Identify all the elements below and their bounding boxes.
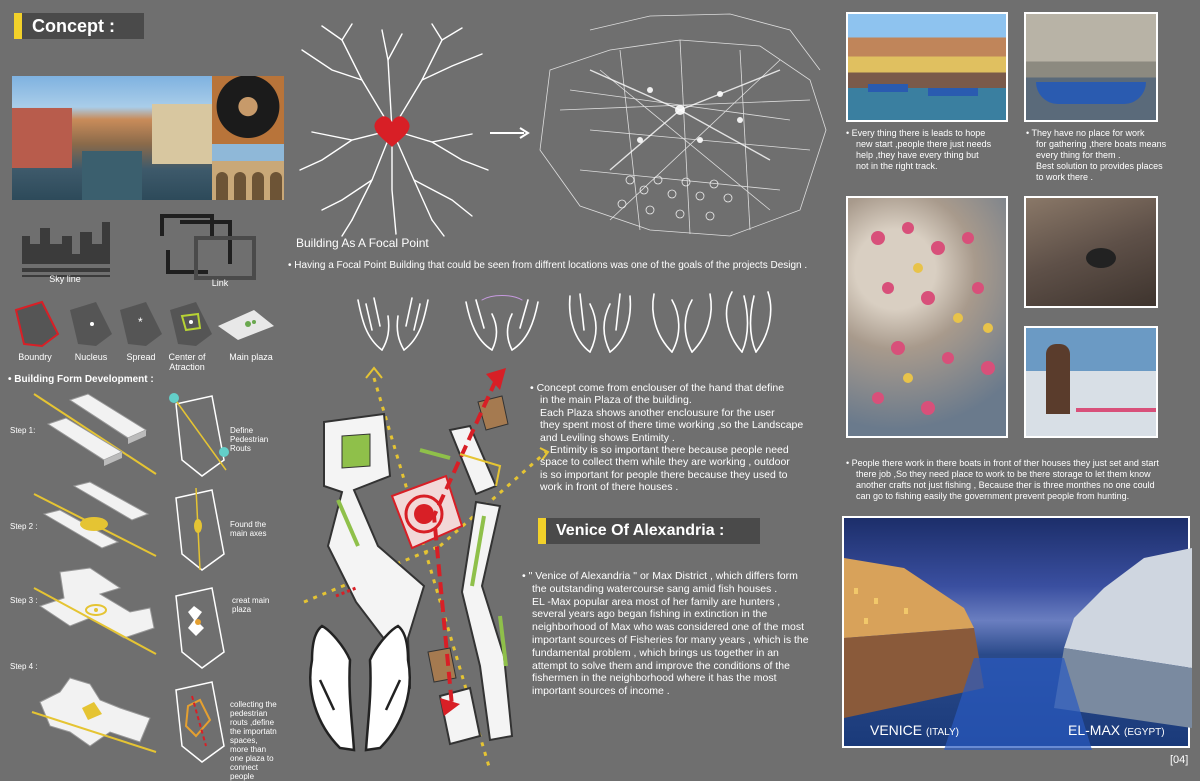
caption-2-line-2: for gathering ,there boats means [1036, 139, 1167, 149]
hand-concept-line-5: and Leviling shows Entimity . [540, 431, 675, 444]
page-number: [04] [1170, 754, 1189, 766]
spread-shape [116, 300, 166, 350]
step-1-diagram [166, 390, 230, 480]
link-icon [160, 214, 260, 284]
bullet-dot: • [846, 458, 852, 468]
caption-1-line-1: • Every thing there is leads to hope [846, 128, 986, 138]
venice-label [870, 722, 959, 738]
step-2-diagram [166, 484, 230, 574]
elmax-country: (EGYPT) [1124, 727, 1165, 738]
venice-line-3: EL -Max popular area most of her family are hunters , [532, 595, 781, 608]
hand-concept-text [530, 382, 840, 494]
concept-heading-text: Concept : [32, 15, 115, 36]
bullet-dot: • [522, 570, 529, 582]
caption-2 [1026, 128, 1196, 183]
caption-1-line-2: new start ,people there just needs [856, 139, 992, 149]
step-4-label: Step 4 : [10, 662, 38, 671]
hands-open-icon [358, 298, 428, 350]
caption-2-line-5: to work there . [1036, 172, 1094, 182]
focal-title: Building As A Focal Point [296, 236, 429, 250]
hand-concept-line-4: they spent most of there time working ,so the Landscape [540, 419, 804, 432]
hand-concept-line-8: is so important for people there because they used to [540, 468, 788, 481]
venice-elmax-photo [842, 516, 1190, 748]
hand-concept-line-7: space to collect them while they are working , outdoor [540, 456, 790, 469]
venice-label-text: VENICE [870, 722, 923, 738]
arrow-right-icon [490, 126, 530, 140]
step-3-massing [30, 568, 160, 658]
step-2-note: Found the main axes [230, 520, 267, 538]
veiled-woman-photo [212, 76, 284, 144]
shape-label-main-plaza: Main plaza [229, 352, 273, 362]
caption-1-line-4: not in the right track. [856, 161, 938, 171]
venice-line-9: fishermen in the neighborhood where it has the most [532, 672, 777, 685]
hand-concept-line-2: in the main Plaza of the building. [540, 394, 692, 407]
venice-line-10: important sources of income . [532, 685, 670, 698]
venice-line-8: attempt to solve them and improve the conditions of the [532, 659, 790, 672]
caption-2-line-4: Best solution to provides places [1036, 161, 1163, 171]
arches-photo [212, 144, 284, 200]
site-map-drawing [530, 10, 830, 242]
accent-bar [14, 13, 22, 39]
step-4-note: collecting the pedestrian routs ,define the importatn spaces, more than one plaza to connect people [230, 700, 277, 781]
shape-label-center: Center of Atraction [168, 352, 206, 372]
form-dev-title [8, 374, 154, 385]
center-of-atraction-shape [166, 300, 216, 350]
caption-3-line-2: there job ,So they need place to work to be there storage to let them know [856, 469, 1151, 479]
step-3-note: creat main plaza [232, 596, 270, 614]
venice-country: (ITALY) [926, 727, 959, 738]
step-2-label: Step 2 : [10, 522, 38, 531]
accent-bar [538, 518, 546, 544]
step-1-massing [30, 390, 160, 480]
hand-concept-line-1: • Concept come from enclouser of the hand that define [530, 382, 785, 394]
hands-row [352, 290, 772, 354]
concept-heading [14, 13, 144, 39]
shape-label-boundry: Boundry [18, 352, 52, 362]
caption-1 [846, 128, 1016, 172]
cupped-hands-illustration [300, 620, 420, 760]
venice-line-6: important sources of Fisheries for many years , which is the [532, 633, 809, 646]
venice-line-2: the outstanding watercourse sang amid fish houses . [532, 582, 778, 595]
step-4-diagram [166, 676, 230, 766]
skyline-icon [20, 214, 112, 280]
elmax-label [1068, 722, 1165, 738]
hand-concept-line-9: work in front of there houses . [540, 481, 679, 494]
step-4-massing [30, 672, 160, 762]
caption-2-line-1: • They have no place for work [1026, 128, 1145, 138]
caption-3-line-4: can go to fishing easily the government prevent people from hunting. [856, 491, 1130, 501]
caption-3 [846, 458, 1200, 502]
nucleus-shape [66, 300, 116, 350]
hand-concept-line-3: Each Plaza shows another enclousure for the user [540, 406, 775, 419]
step-3-label: Step 3 : [10, 596, 38, 605]
bullet-dot: • [846, 128, 852, 138]
venice-line-7: fundamental problem , which brings us together in an [532, 646, 779, 659]
tree-heart-illustration [292, 20, 492, 240]
caption-3-line-1: • People there work in there boats in front of ther houses they just set and start [846, 458, 1159, 468]
shape-label-spread: Spread [126, 352, 156, 362]
caption-2-line-3: every thing for them . [1036, 150, 1121, 160]
venice-line-4: several years ago began fishing in extinction in the [532, 608, 768, 621]
main-plaza-shape [216, 306, 276, 342]
bullet-dot: • [8, 374, 15, 385]
hand-concept-line-6: Entimity is so important there because people need [550, 444, 789, 457]
caption-3-line-3: another crafts not just fishing , Because ther is three monthes no one could [856, 480, 1155, 490]
man-with-net-photo [1024, 326, 1158, 438]
step-2-massing [30, 484, 160, 564]
caption-1-line-3: help ,they have every thing but [856, 150, 979, 160]
houses-photo [846, 12, 1008, 122]
canal-photo [12, 76, 212, 200]
venice-line-5: neighborhood of Max who was considered one of the most [532, 621, 805, 634]
skyline-label: Sky line [49, 274, 81, 284]
venice-heading-text: Venice Of Alexandria : [556, 522, 725, 539]
boundry-shape [12, 300, 62, 350]
elmax-label-text: EL-MAX [1068, 722, 1121, 738]
step-1-note: Define Pedestrian Routs [230, 426, 269, 453]
focal-bullet [288, 260, 818, 272]
svg-text:*: * [138, 315, 143, 329]
boat-workers-photo [1024, 12, 1158, 122]
step-3-diagram [166, 582, 230, 672]
bullet-dot: • [1026, 128, 1032, 138]
venice-line-1: • " Venice of Alexandria " or Max District , which differs form [522, 570, 798, 582]
focal-bullet-text: Having a Focal Point Building that could be seen from diffrent locations was one of the goals of the projects Design . [294, 260, 808, 271]
worker-on-ground-photo [1024, 196, 1158, 308]
bullet-dot: • [288, 260, 295, 271]
form-dev-title-text: Building Form Development : [14, 374, 154, 385]
step-1-label: Step 1: [10, 426, 36, 435]
fishing-net-photo [846, 196, 1008, 438]
shape-label-nucleus: Nucleus [74, 352, 108, 362]
bullet-dot: • [530, 382, 537, 394]
venice-heading [538, 518, 760, 544]
venice-text [522, 570, 840, 698]
link-label: Link [211, 278, 229, 288]
